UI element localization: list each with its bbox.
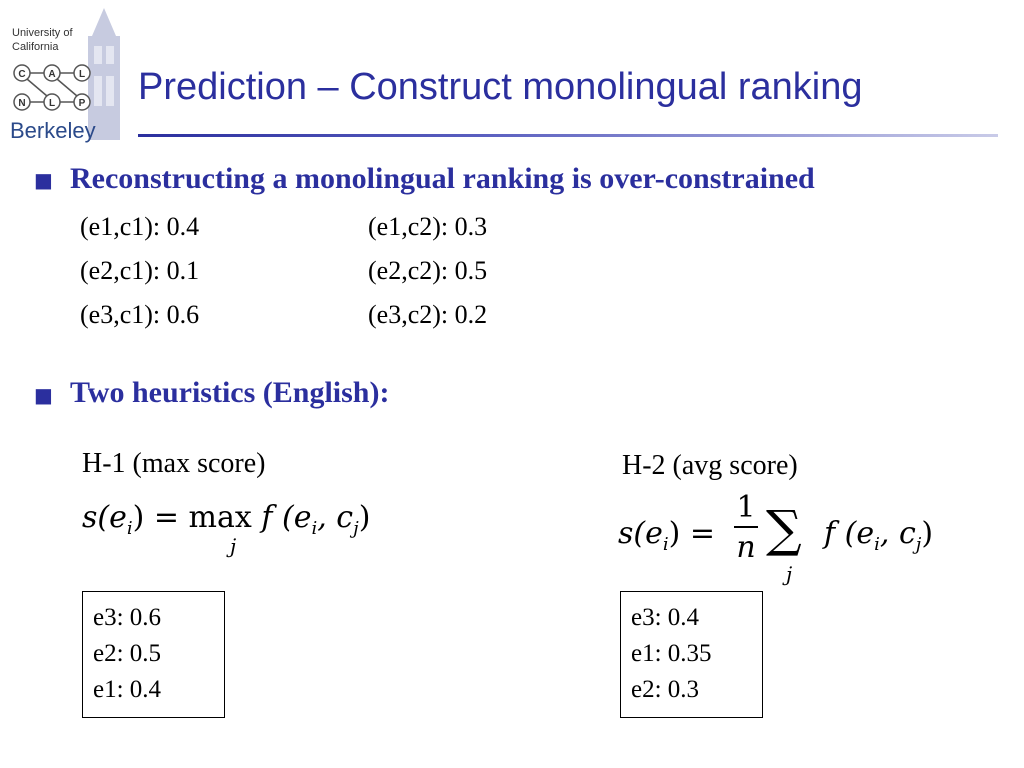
bullet-1-text: Reconstructing a monolingual ranking is over-constrained <box>70 162 815 195</box>
logo-letter-l: L <box>78 69 86 80</box>
h1-formula-max: ) = max <box>132 500 252 535</box>
h2-formula-under-j: j <box>786 562 793 586</box>
logo-berkeley: Berkeley <box>10 118 96 143</box>
h2-results-box <box>620 591 763 718</box>
h2-formula-sub-i2: i <box>874 534 880 555</box>
logo-california: California <box>12 41 59 53</box>
title-divider <box>138 134 998 137</box>
h2-formula <box>618 490 958 586</box>
h1-formula-sub-j: j <box>353 518 359 539</box>
pair-e3-c2: (e3,c2): 0.2 <box>368 300 488 329</box>
h1-formula-sub-i2: i <box>311 518 318 539</box>
h2-formula-num: 1 <box>736 490 756 525</box>
h2-formula-sigma: ∑ <box>766 500 802 558</box>
h2-result-1: e3: 0.4 <box>631 604 700 631</box>
bullet-marker-1: ■ <box>34 168 53 192</box>
h1-label: H-1 (max score) <box>82 448 266 479</box>
h1-formula-f: f (e <box>261 500 312 535</box>
bullet-2-text: Two heuristics (English): <box>70 376 390 409</box>
h2-formula-eq: ) = <box>668 516 716 551</box>
logo-letter-l2: L <box>48 98 56 109</box>
h2-formula-den: n <box>736 530 756 565</box>
h2-formula-lhs: s(e <box>618 516 663 551</box>
h1-result-2: e2: 0.5 <box>93 640 162 667</box>
bullet-marker-2: ■ <box>34 383 53 407</box>
berkeley-logo <box>8 6 126 148</box>
h2-label: H-2 (avg score) <box>622 450 798 481</box>
h2-formula-sub-i: i <box>662 534 669 555</box>
pair-e1-c2: (e1,c2): 0.3 <box>368 212 488 241</box>
h2-result-3: e2: 0.3 <box>631 676 700 703</box>
h1-formula-under-j: j <box>230 534 237 558</box>
campanile-logo-graphic <box>8 6 126 148</box>
h1-formula-close: ) <box>358 500 371 535</box>
logo-letter-p: P <box>78 98 86 109</box>
h2-formula-fraction-bar <box>734 526 758 528</box>
h1-result-3: e1: 0.4 <box>93 676 162 703</box>
h1-results-box <box>82 591 225 718</box>
h1-formula-c: , c <box>317 500 354 535</box>
logo-letter-c: C <box>18 69 26 80</box>
h1-formula-sub-i: i <box>126 518 133 539</box>
h2-formula-f: f (e <box>824 516 875 551</box>
slide-title: Prediction – Construct monolingual ranking <box>138 66 863 108</box>
h2-formula-sub-j: j <box>915 534 922 555</box>
h2-formula-c: , c <box>879 516 916 551</box>
logo-letter-n: N <box>18 98 26 109</box>
h1-formula <box>82 500 371 558</box>
pair-e1-c1: (e1,c1): 0.4 <box>80 212 200 241</box>
h1-result-1: e3: 0.6 <box>93 604 162 631</box>
pair-e2-c2: (e2,c2): 0.5 <box>368 256 488 285</box>
h2-result-2: e1: 0.35 <box>631 640 712 667</box>
h2-formula-close: ) <box>921 516 934 551</box>
h1-formula-lhs: s(e <box>82 500 127 535</box>
logo-university-of: University of <box>12 27 73 39</box>
pair-e2-c1: (e2,c1): 0.1 <box>80 256 200 285</box>
logo-letter-a: A <box>48 69 56 80</box>
pair-e3-c1: (e3,c1): 0.6 <box>80 300 200 329</box>
